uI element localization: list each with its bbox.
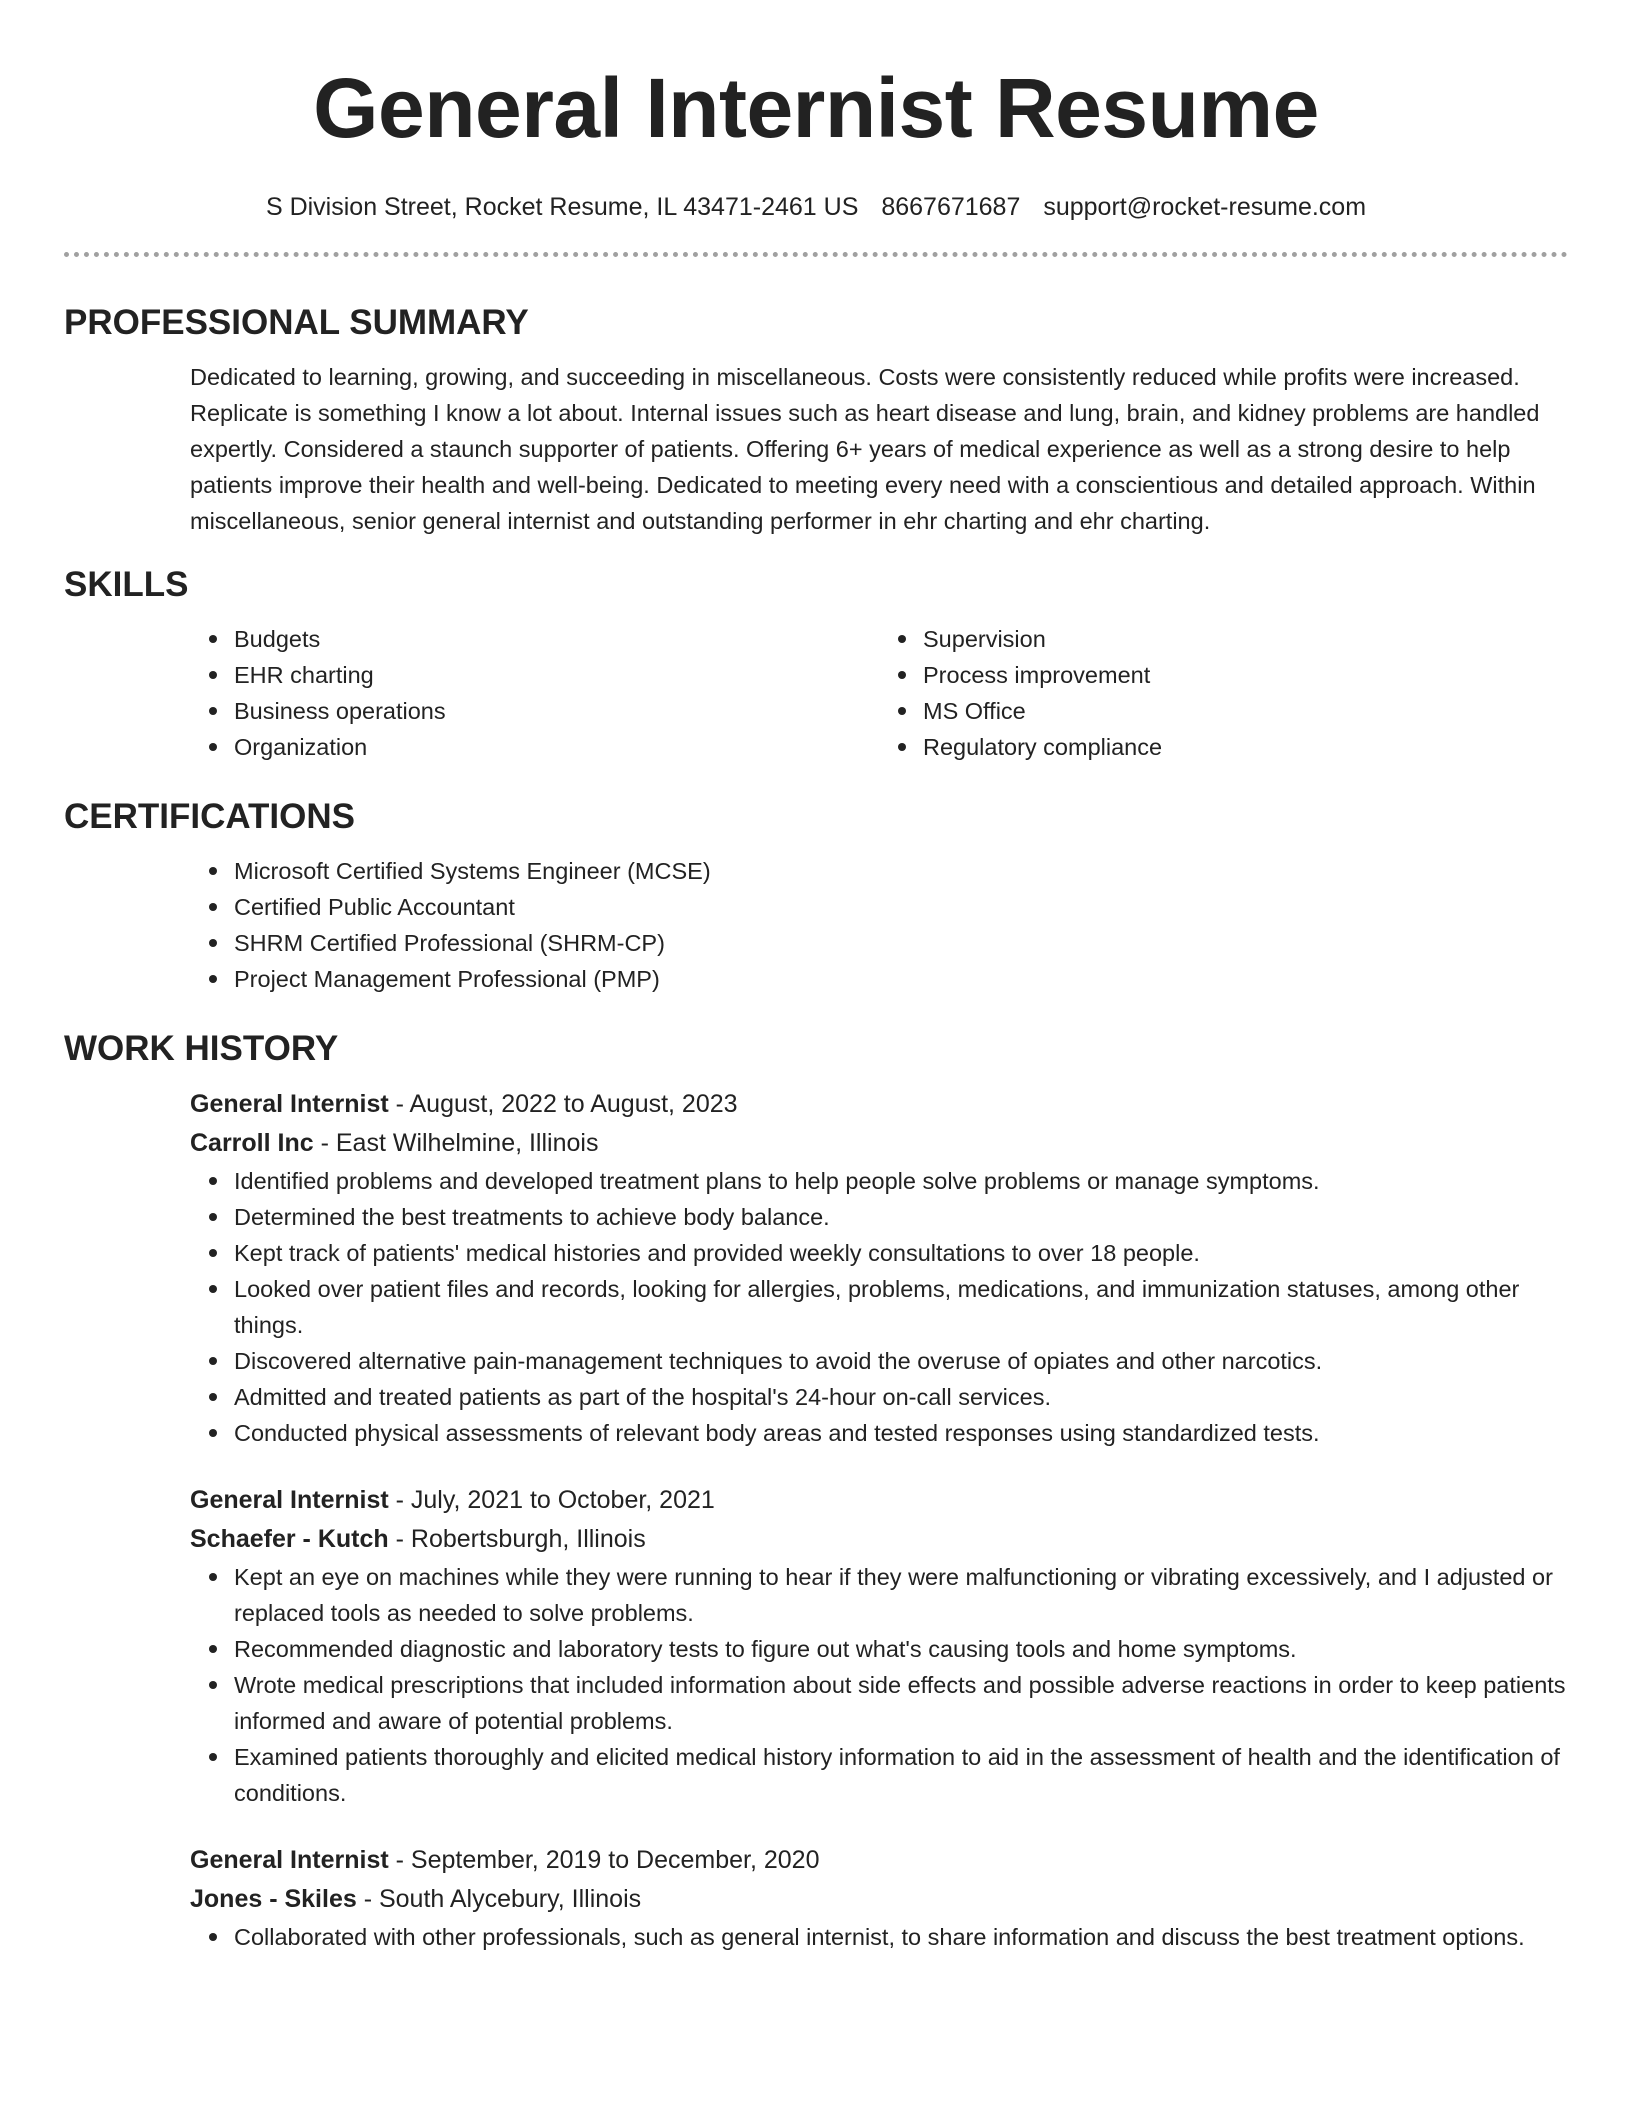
job-bullet: Determined the best treatments to achieve body balance. (234, 1199, 1568, 1235)
contact-line (64, 192, 1568, 222)
job-bullet: Wrote medical prescriptions that included information about side effects and possible adverse reactions in order to keep patients informed and aware of potential problems. (234, 1667, 1568, 1739)
job-company-line (190, 1124, 1568, 1163)
job-company-line (190, 1880, 1568, 1919)
skill-item: Business operations (234, 693, 879, 729)
job-bullet: Conducted physical assessments of relevant body areas and tested responses using standardized tests. (234, 1415, 1568, 1451)
skill-item: Organization (234, 729, 879, 765)
job-location: - Robertsburgh, Illinois (388, 1525, 646, 1553)
job-company: Schaefer - Kutch (190, 1525, 389, 1553)
job-title-line (190, 1841, 1568, 1880)
job-bullet: Identified problems and developed treatment plans to help people solve problems or manage symptoms. (234, 1163, 1568, 1199)
job-bullet: Admitted and treated patients as part of the hospital's 24-hour on-call services. (234, 1379, 1568, 1415)
job-title: General Internist (190, 1090, 389, 1118)
work-history-heading: WORK HISTORY (64, 1029, 339, 1068)
skills-section (190, 621, 1568, 765)
certification-item: SHRM Certified Professional (SHRM-CP) (234, 925, 1568, 961)
header-divider (64, 252, 1568, 257)
resume-page (64, 0, 1568, 1955)
job-bullet: Recommended diagnostic and laboratory tests to figure out what's causing tools and home symptoms. (234, 1631, 1568, 1667)
skills-heading: SKILLS (64, 565, 189, 604)
certifications-list (190, 853, 1568, 997)
skill-item: Budgets (234, 621, 879, 657)
job-company-line (190, 1520, 1568, 1559)
certification-item: Project Management Professional (PMP) (234, 961, 1568, 997)
skills-list-right (879, 621, 1568, 765)
skill-item: Supervision (923, 621, 1568, 657)
job-title-line (190, 1085, 1568, 1124)
certification-item: Microsoft Certified Systems Engineer (MCSE) (234, 853, 1568, 889)
skill-item: Process improvement (923, 657, 1568, 693)
certifications-heading: CERTIFICATIONS (64, 797, 356, 836)
summary-heading: PROFESSIONAL SUMMARY (64, 303, 529, 342)
job-entry (190, 1481, 1568, 1811)
job-bullet: Looked over patient files and records, looking for allergies, problems, medications, and immunization statuses, among other things. (234, 1271, 1568, 1343)
contact-phone: 8667671687 (881, 193, 1021, 221)
skill-item: MS Office (923, 693, 1568, 729)
job-bullet-list (190, 1919, 1568, 1955)
job-bullet: Kept an eye on machines while they were running to hear if they were malfunctioning or vibrating excessively, and I adjusted or replaced tools as needed to solve problems. (234, 1559, 1568, 1631)
job-location: - East Wilhelmine, Illinois (313, 1129, 599, 1157)
skill-item: Regulatory compliance (923, 729, 1568, 765)
job-bullet: Examined patients thoroughly and elicited medical history information to aid in the assessment of health and the identification of conditions. (234, 1739, 1568, 1811)
certifications-section (190, 853, 1568, 997)
summary-text: Dedicated to learning, growing, and succeeding in miscellaneous. Costs were consistently reduced while profits were increased. Replicate is something I know a lot about. Internal issues such as heart disease and lung, brain, and kidney problems are handled expertly. Considered a staunch supporter of patients. Offering 6+ years of medical experience as well as a strong desire to help patients improve their health and well-being. Dedicated to meeting every need with a conscientious and detailed approach. Within miscellaneous, senior general internist and outstanding performer in ehr charting and ehr charting. (190, 364, 1540, 534)
job-entry (190, 1085, 1568, 1451)
skill-item: EHR charting (234, 657, 879, 693)
job-bullet: Discovered alternative pain-management techniques to avoid the overuse of opiates and other narcotics. (234, 1343, 1568, 1379)
job-dates: - September, 2019 to December, 2020 (388, 1846, 820, 1874)
summary-section (190, 359, 1568, 539)
job-company: Carroll Inc (190, 1129, 314, 1157)
job-bullet: Collaborated with other professionals, such as general internist, to share information and discuss the best treatment options. (234, 1919, 1568, 1955)
job-title: General Internist (190, 1846, 389, 1874)
contact-email: support@rocket-resume.com (1043, 193, 1367, 221)
job-dates: - July, 2021 to October, 2021 (388, 1486, 715, 1514)
job-title: General Internist (190, 1486, 389, 1514)
job-bullet: Kept track of patients' medical histories and provided weekly consultations to over 18 people. (234, 1235, 1568, 1271)
job-bullet-list (190, 1559, 1568, 1811)
job-title-line (190, 1481, 1568, 1520)
job-entry (190, 1841, 1568, 1955)
contact-address: S Division Street, Rocket Resume, IL 43471-2461 US (265, 193, 859, 221)
job-dates: - August, 2022 to August, 2023 (388, 1090, 738, 1118)
job-company: Jones - Skiles (190, 1885, 357, 1913)
skills-list-left (190, 621, 879, 765)
certification-item: Certified Public Accountant (234, 889, 1568, 925)
job-location: - South Alycebury, Illinois (356, 1885, 642, 1913)
job-bullet-list (190, 1163, 1568, 1451)
resume-title: General Internist Resume (313, 61, 1319, 155)
